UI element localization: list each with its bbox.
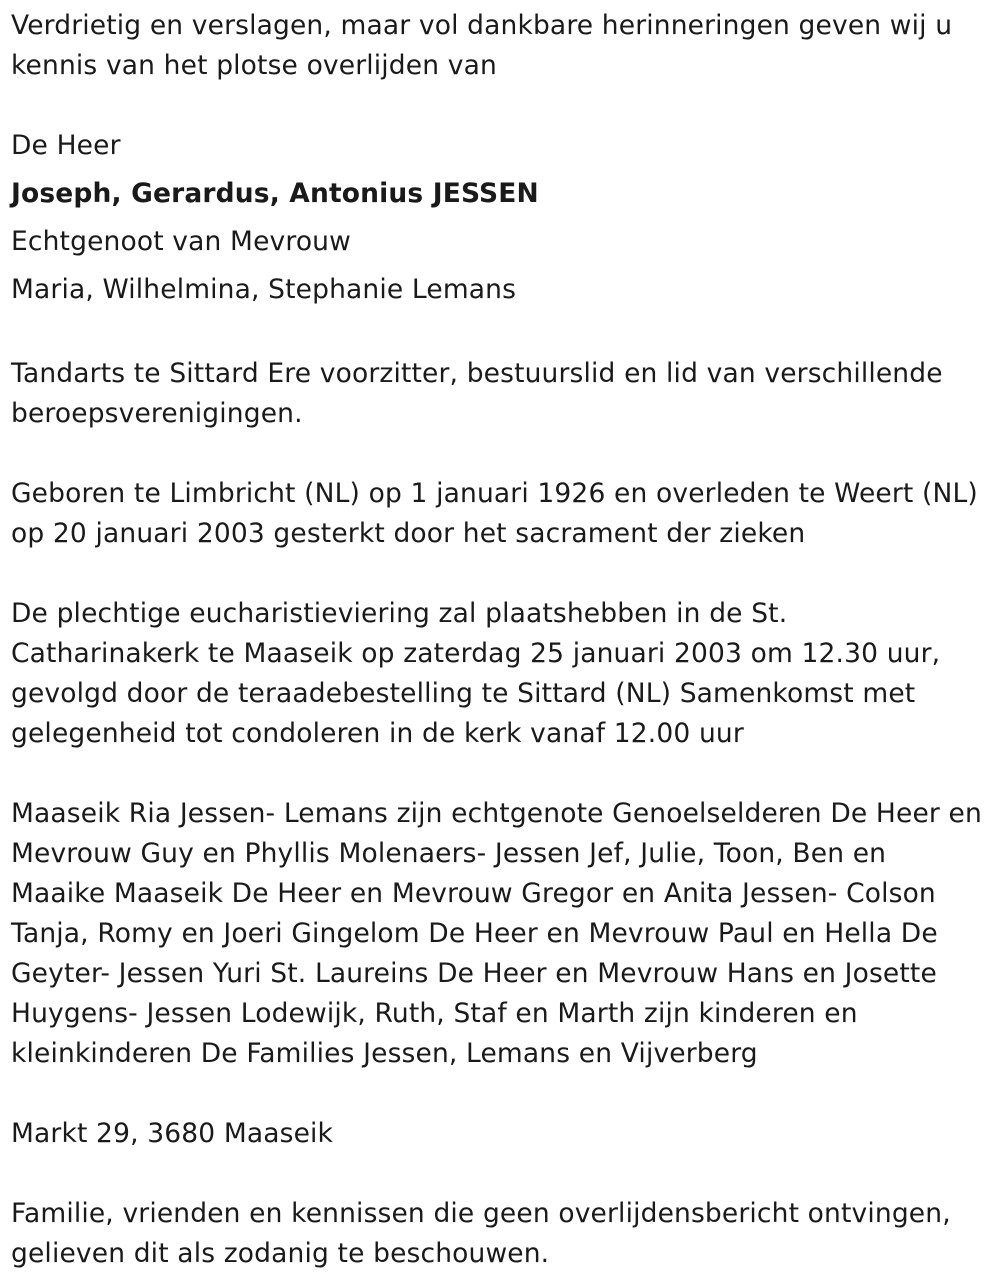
salutation: De Heer [11,130,121,161]
closing-text: Familie, vrienden en kennissen die geen overlijdensbericht ontvingen, gelieven dit als zodanig te beschouwen. [11,1198,951,1269]
birth-death-text: Geboren te Limbricht (NL) op 1 januari 1926 en overleden te Weert (NL) op 20 januari 2003 gesterkt door het sacrament der zieken [11,478,978,549]
profession-text: Tandarts te Sittard Ere voorzitter, bestuurslid en lid van verschillende beroepsverenigingen. [11,358,943,429]
intro-text: Verdrietig en verslagen, maar vol dankbare herinneringen geven wij u kennis van het plotse overlijden van [11,10,953,81]
address-text: Markt 29, 3680 Maaseik [11,1118,334,1149]
spouse-label: Echtgenoot van Mevrouw [11,226,351,257]
deceased-block [11,122,984,314]
deceased-name: Joseph, Gerardus, Antonius JESSEN [11,178,539,209]
ceremony-text: De plechtige eucharistieviering zal plaatshebben in de St. Catharinakerk te Maaseik op zaterdag 25 januari 2003 om 12.30 uur, gevolgd door de teraadebestelling te Sittard (NL) Samenkomst met gelegenheid tot condoleren in de kerk vanaf 12.00 uur [11,598,941,749]
spouse-name: Maria, Wilhelmina, Stephanie Lemans [11,274,517,305]
family-text: Maaseik Ria Jessen- Lemans zijn echtgenote Genoelselderen De Heer en Mevrouw Guy en Phyllis Molenaers- Jessen Jef, Julie, Toon, Ben en Maaike Maaseik De Heer en Mevrouw Gregor en Anita Jessen- Colson Tanja, Romy en Joeri Gingelom De Heer en Mevrouw Paul en Hella De Geyter- Jessen Yuri St. Laureins De Heer en Mevrouw Hans en Josette Huygens- Jessen Lodewijk, Ruth, Staf en Marth zijn kinderen en kleinkinderen De Families Jessen, Lemans en Vijverberg [11,798,982,1069]
